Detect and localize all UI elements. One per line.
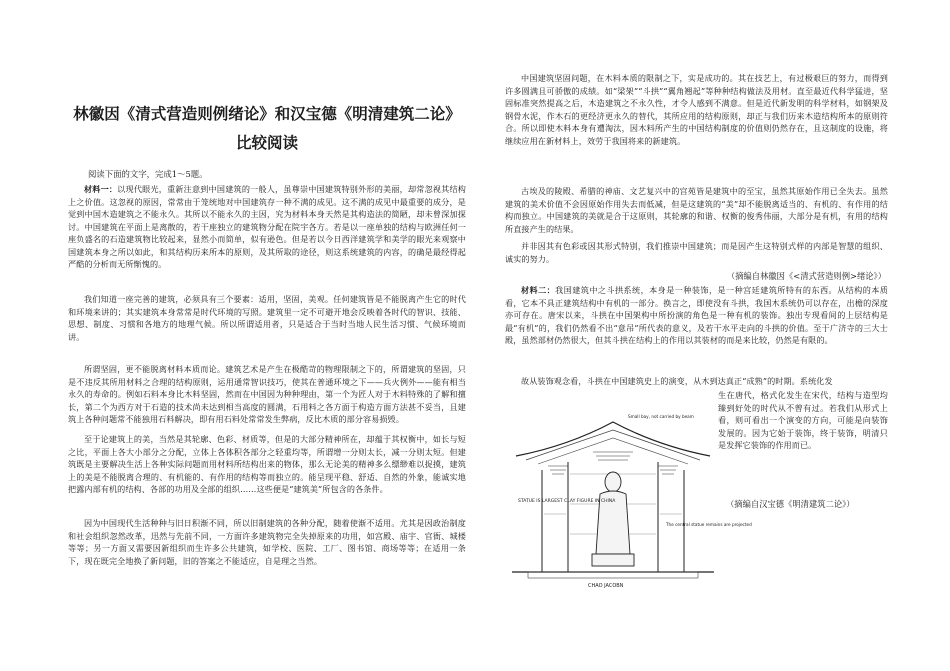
left-paragraph-2: 我们知道一座完善的建筑，必须具有三个要素：适用，坚固，美观。任何建筑皆是不能脱离产生它的时代和环境来讲的；其实建筑本身常常是时代环境的写照。建筑里一定不可避开地会反映着各时代的智识、技能、思想、制度、习惯和各地方的地理气候。所以所谓适用者，只是适合于当时当地人民生活习惯、气候环境而讲。 — [68, 294, 466, 342]
right-paragraph-3: 并非因其有色彩或因其形式特别，我们推崇中国建筑；而是因产生这特别式样的内部是智慧的组织、诚实的努力。 — [505, 241, 888, 264]
right-paragraph-5: 故从装饰观念看，斗拱在中国建筑史上的演变，从木到达真正“成熟”的时期。系统化发 — [521, 376, 833, 386]
right-paragraph-6: 生在唐代，格式化发生在宋代，结构与造型均臻到好处的时代从不曾有过。若我们从形式上看，则可看出一个演变的方向，可能是向装饰发展的。因为它始于装饰，终于装饰，明清只是发挥它装饰的作用而已。 — [718, 390, 888, 451]
intro-line: 阅读下面的文字，完成1～5题。 — [88, 169, 208, 179]
material2-tag: 材料二： — [521, 285, 556, 295]
right-paragraph-2: 古埃及的陵殿、希腊的神庙、文艺复兴中的宫苑皆是建筑中的至宝，虽然其原始作用已全失去。虽然建筑的美术价值不会因原始作用失去而低减，但是这建筑的“美”却不能脱离适当的、有机的、有作用的结构而独立。中国建筑的美就是合于这原则，其轮廓的和谐、权衡的俊秀伟丽，大部分是有机，有用的结构所直接产生的结果。 — [505, 186, 888, 234]
left-paragraph-1: 材料一：以现代眼光，重新注意到中国建筑的一般人，虽尊崇中国建筑特别外形的美丽，却常忽视其结构上之价值。这忽视的原因，常常由于笼统地对中国建筑存一种不满的成见。这不满的成见中最重要的成分，是觉到中国木造建筑之不能永久。其所以不能永久的主因，究为材料本身天然是其构造法的简陋，却未曾深加探讨。中国建筑在平面上是离散的，若干座独立的建筑物分配在院宇各方。若是以一座单独的结构与欧洲任何一座负盛名的石造建筑物比较起来，显然小而简单，似有逊色。但是若以今日西洋建筑学和美学的眼光来观察中国建筑本身之所以如此，和其结构历来所本的原则，及其所取的途径，则这系统建筑的内容，的确是最经得起严酷的分析而无所惭愧的。 — [68, 184, 466, 270]
left-paragraph-3: 所谓坚固，更不能脱离材料本质而论。建筑艺术是产生在极酷苛的物理限制之下的，所谓建筑的坚固，只是不违反其所用材料之合理的结构原则，运用通常智识技巧，使其在普通环境之下——兵火例外——能有相当永久的寿命的。例如石料本身比木料坚固，然而在中国因为种种理由，第一个为匠人对于木料特殊的了解和擅长，第二个为西方对于石造的技术尚未达到相当高度的圆满，石用料之各方面于构造方面方法甚不妥当，且建筑上各种问题常不能独用石料解决，即有用石料处常常发生弊病，反比木质的部分容易损毁。 — [68, 364, 466, 425]
source-citation-2: （摘编自汉宝德《明清建筑二论》） — [726, 499, 855, 509]
page-title: 林徽因《清式营造则例绪论》和汉宝德《明清建筑二论》比较阅读 — [73, 105, 461, 152]
right-paragraph-4: 材料二：我国建筑中之斗拱系统，本身是一种装饰，是一种宫廷建筑所特有的东西。从结构的本质看，它本不具正建筑结构中有机的一部分。换言之，即使没有斗拱，我国木系统仍可以存在，出檐的深度亦可存在。唐宋以来，斗拱在中国架构中所扮演的角色是一种有机的装饰。独出专现看间的上层结构是最“有机”的，我们仍然看不出“意吊”所代表的意义，及若干水平走向的斗拱的价值。至于广济寺的三大士殿，虽然部材仍然很大，但其斗拱在结构上的作用以其装材的而是来比较，仍然是有限的。 — [505, 285, 888, 346]
left-paragraph-4: 至于论建筑上的美，当然是其轮廓、色彩、材质等，但是的大部分精神所在，却蕴于其权衡中，如长与短之比，平面上各大小部分之分配，立体上各体积各部分之轻重均等，所谓增一分则太长，减一分则太短。但建筑既是主要解决生活上各种实际问题而用材料所结构出来的物体，那么无论美的精神多么缥缈难以捉摸，建筑上的美是不能脱离合理的、有机能的、有作用的结构等而独立的。能呈现平稳、舒适、自然的外象，能诚实地把露内部有机的结构、各部的功用及全部的组织……这些便是“建筑美”所包含的各条件。 — [68, 434, 466, 495]
right-paragraph-1: 中国建筑坚固问题，在木料本质的限制之下，实是成功的。其在技艺上，有过极艰巨的努力，而得到许多圆满且可骄傲的成绩。如“梁架”“斗拱”“翼角翘起”等种种结构做法及用材。直至最近代科学猛进，坚固标准突然提高之后，木造建筑之不永久性，才令人感到不满意。但是近代新发明的科学材料，如钢架及钢骨水泥，作木石的更经济更永久的替代，其所应用的结构原则，却正与我们历来木造结构所本的原则符合。所以即使木料本身有遭淘汰，因木料所产生的中国结构制度的价值则仍然存在，且这制度的设施，将继续应用在新材料上，效劳于我国将来的新建筑。 — [505, 73, 888, 146]
temple-section-drawing — [508, 404, 752, 590]
figure-note-left: STATUE IS LARGEST CLAY FIGURE IN CHINA — [518, 499, 616, 504]
material1-tag: 材料一： — [84, 184, 118, 194]
source-citation-1: （摘编自林徽因《<清式营造则例>绪论》） — [726, 271, 886, 281]
left-paragraph-5: 因为中国现代生活种种与旧日积渐不同，所以旧制建筑的各种分配，随着使渐不适用。尤其是因政治制度和社会组织忽然改革，迅然与先前不同，一方面许多建筑物完全失掉原来的功用，如宫殿、庙宇、官衙、城楼等等；另一方面又需要因新组织而生许多公共建筑，如学校、医院、工厂、图书馆、商场等等；在适用一条下，现在既完全地换了新问题，旧的答案之不能适应，自是理之当然。 — [68, 518, 466, 566]
figure-caption: CHAO JACOBN — [588, 583, 624, 589]
figure-note-top: Small bay, not carried by beam — [628, 414, 694, 419]
figure-note-right: The central statue remains are projected — [666, 522, 752, 527]
